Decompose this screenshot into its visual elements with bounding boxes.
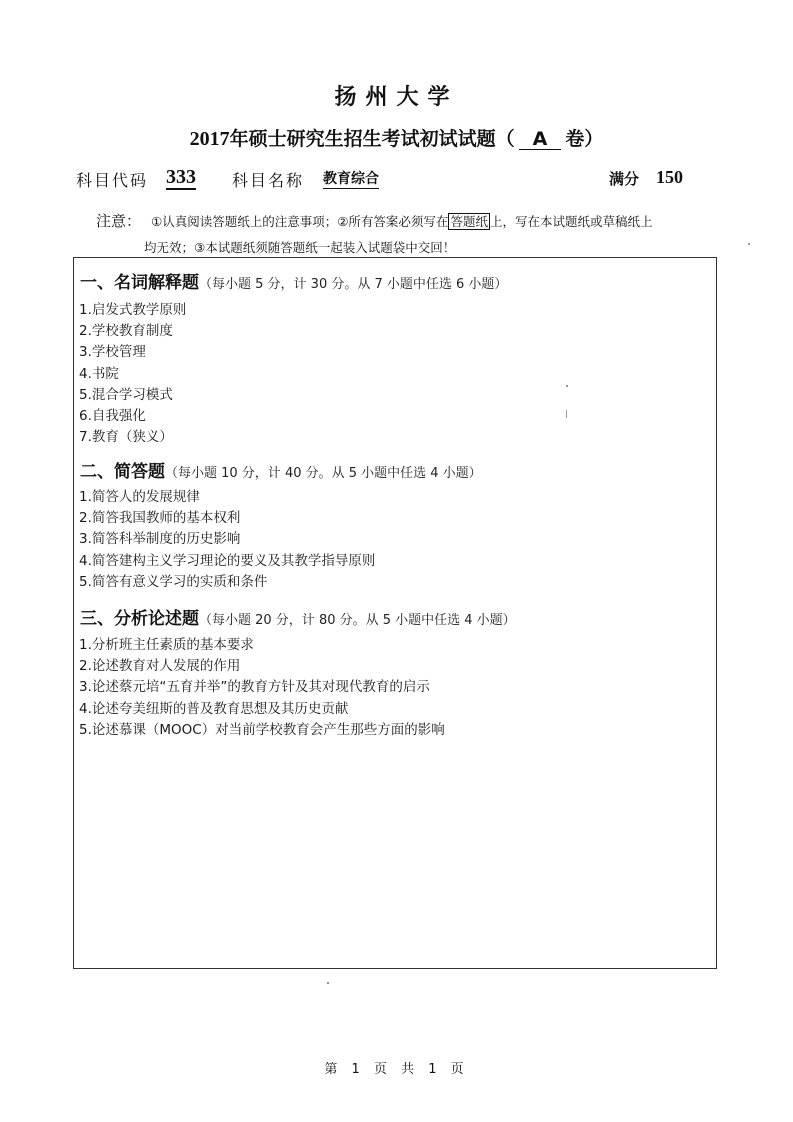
question-item: 2.学校教育制度 [79, 323, 173, 340]
subject-code: 333 [166, 166, 196, 188]
notice-line-1 [96, 208, 736, 235]
subject-name-label: 科目名称 [232, 171, 305, 190]
question-item: 4.论述夸美纽斯的普及教育思想及其历史贡献 [79, 700, 349, 717]
question-list [79, 635, 445, 741]
question-item: 3.论述蔡元培“五育并举”的教育方针及其对现代教育的启示 [79, 679, 430, 696]
question-item: 4.简答建构主义学习理论的要义及其教学指导原则 [79, 552, 376, 569]
section-heading [80, 268, 507, 293]
answer-sheet-boxed: 答题纸 [450, 214, 488, 229]
notice-text: 上，写在本试题纸或草稿纸上 [489, 214, 653, 229]
section-title: 三、分析论述题 [80, 609, 199, 629]
question-item: 2.论述教育对人发展的作用 [79, 658, 241, 675]
question-item: 7.教育（狭义） [79, 429, 173, 446]
question-item: 6.自我强化 [79, 408, 146, 425]
question-item: 3.简答科举制度的历史影响 [79, 531, 241, 548]
section-scoring-note: （每小题 5 分，计 30 分。从 7 小题中任选 6 小题） [199, 277, 508, 292]
paper-version: A [519, 129, 562, 150]
scan-speck [566, 410, 567, 418]
section-title: 一、名词解释题 [80, 273, 199, 293]
university-name: 扬州大学 [334, 85, 459, 110]
subject-code-label: 科目代码 [76, 171, 149, 190]
exam-title-text: 年硕士研究生招生考试初试试题（ [229, 128, 515, 150]
question-item: 1.启发式教学原则 [79, 302, 187, 318]
questions-box [73, 257, 717, 969]
section-heading [80, 457, 482, 482]
section-scoring-note: （每小题 10 分，计 40 分。从 5 小题中任选 4 小题） [165, 466, 482, 481]
exam-year: 2017 [189, 128, 230, 150]
section-scoring-note: （每小题 20 分，计 80 分。从 5 小题中任选 4 小题） [199, 613, 516, 628]
page-indicator: 第 1 页 共 1 页 [324, 1062, 469, 1077]
question-item: 2.简答我国教师的基本权利 [79, 510, 241, 527]
question-list [79, 487, 375, 593]
full-score-label: 满分 [609, 170, 640, 188]
notice-line-2: 均无效；③本试题纸须随答题纸一起装入试题袋中交回！ [144, 240, 456, 255]
exam-title [0, 124, 793, 151]
section-title: 二、简答题 [80, 462, 165, 482]
full-score: 150 [656, 167, 683, 187]
question-item: 5.简答有意义学习的实质和条件 [79, 573, 268, 590]
subject-meta-row [76, 168, 716, 194]
scan-speck [566, 385, 568, 387]
notice-block [96, 208, 736, 261]
question-item: 5.混合学习模式 [79, 386, 173, 403]
question-item: 1.简答人的发展规律 [79, 489, 200, 505]
notice-text: ①认真阅读答题纸上的注意事项；②所有答案必须写在 [151, 214, 449, 229]
section-heading [80, 604, 516, 629]
question-item: 4.书院 [79, 365, 119, 382]
question-item: 3.学校管理 [79, 344, 146, 361]
exam-title-suffix: 卷） [565, 128, 604, 150]
notice-label: 注意： [96, 212, 142, 230]
question-list [79, 300, 186, 448]
scan-speck [327, 982, 329, 984]
subject-name: 教育综合 [323, 171, 379, 187]
question-item: 5.论述慕课（MOOC）对当前学校教育会产生那些方面的影响 [79, 721, 445, 738]
scan-speck [748, 243, 750, 245]
question-item: 1.分析班主任素质的基本要求 [79, 637, 254, 653]
